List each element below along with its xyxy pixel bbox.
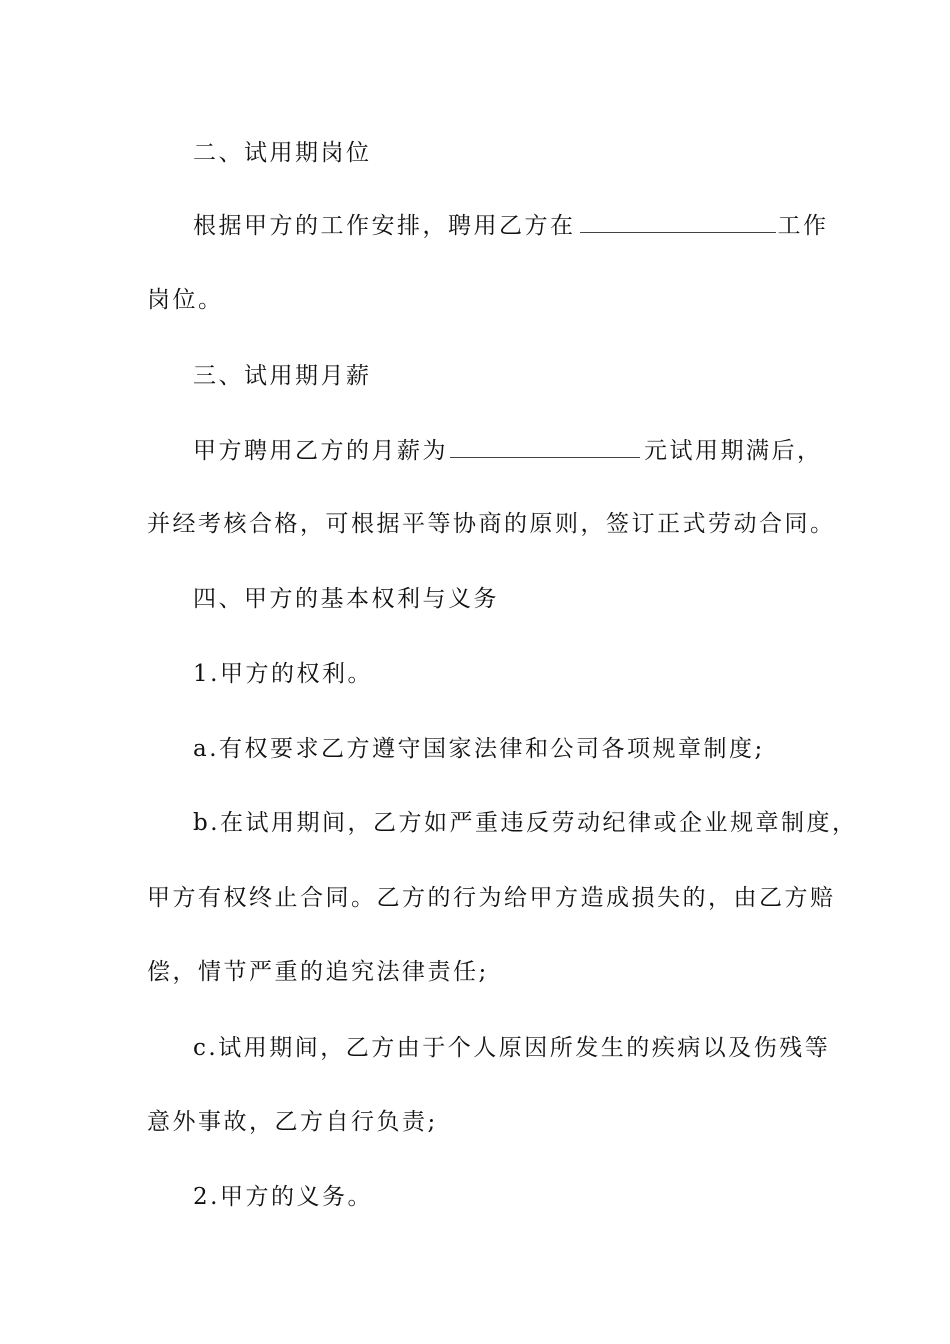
paragraph-text: 元试用期满后， bbox=[644, 438, 823, 464]
paragraph-salary-line2: 并经考核合格，可根据平等协商的原则，签订正式劳动合同。 bbox=[147, 511, 836, 537]
section-heading-party-a-rights-duties: 四、甲方的基本权利与义务 bbox=[193, 586, 499, 612]
list-item-c-line2: 意外事故，乙方自行负责; bbox=[147, 1109, 438, 1135]
list-item-c-line1: c.试用期间，乙方由于个人原因所发生的疾病以及伤残等 bbox=[193, 1035, 831, 1061]
section-heading-probation-post: 二、试用期岗位 bbox=[193, 140, 372, 166]
list-item-a: a.有权要求乙方遵守国家法律和公司各项规章制度; bbox=[193, 736, 765, 762]
list-item-b-line3: 偿，情节严重的追究法律责任; bbox=[147, 959, 489, 985]
list-item-b-line2: 甲方有权终止合同。乙方的行为给甲方造成损失的，由乙方赔 bbox=[147, 885, 836, 911]
section-heading-probation-salary: 三、试用期月薪 bbox=[193, 363, 372, 389]
paragraph-text: 甲方聘用乙方的月薪为 bbox=[193, 438, 448, 464]
paragraph-post-line2: 岗位。 bbox=[147, 287, 224, 313]
list-item-b-line1: b.在试用期间，乙方如严重违反劳动纪律或企业规章制度， bbox=[193, 810, 858, 836]
subheading-party-a-rights: 1.甲方的权利。 bbox=[193, 661, 373, 687]
subheading-party-a-duties: 2.甲方的义务。 bbox=[193, 1184, 373, 1210]
paragraph-text: 根据甲方的工作安排，聘用乙方在 bbox=[193, 213, 576, 239]
paragraph-post-line1 bbox=[193, 210, 829, 241]
post-blank-field bbox=[580, 210, 776, 233]
salary-blank-field bbox=[450, 435, 640, 458]
paragraph-salary-line1 bbox=[193, 435, 823, 466]
paragraph-text: 工作 bbox=[777, 213, 829, 239]
